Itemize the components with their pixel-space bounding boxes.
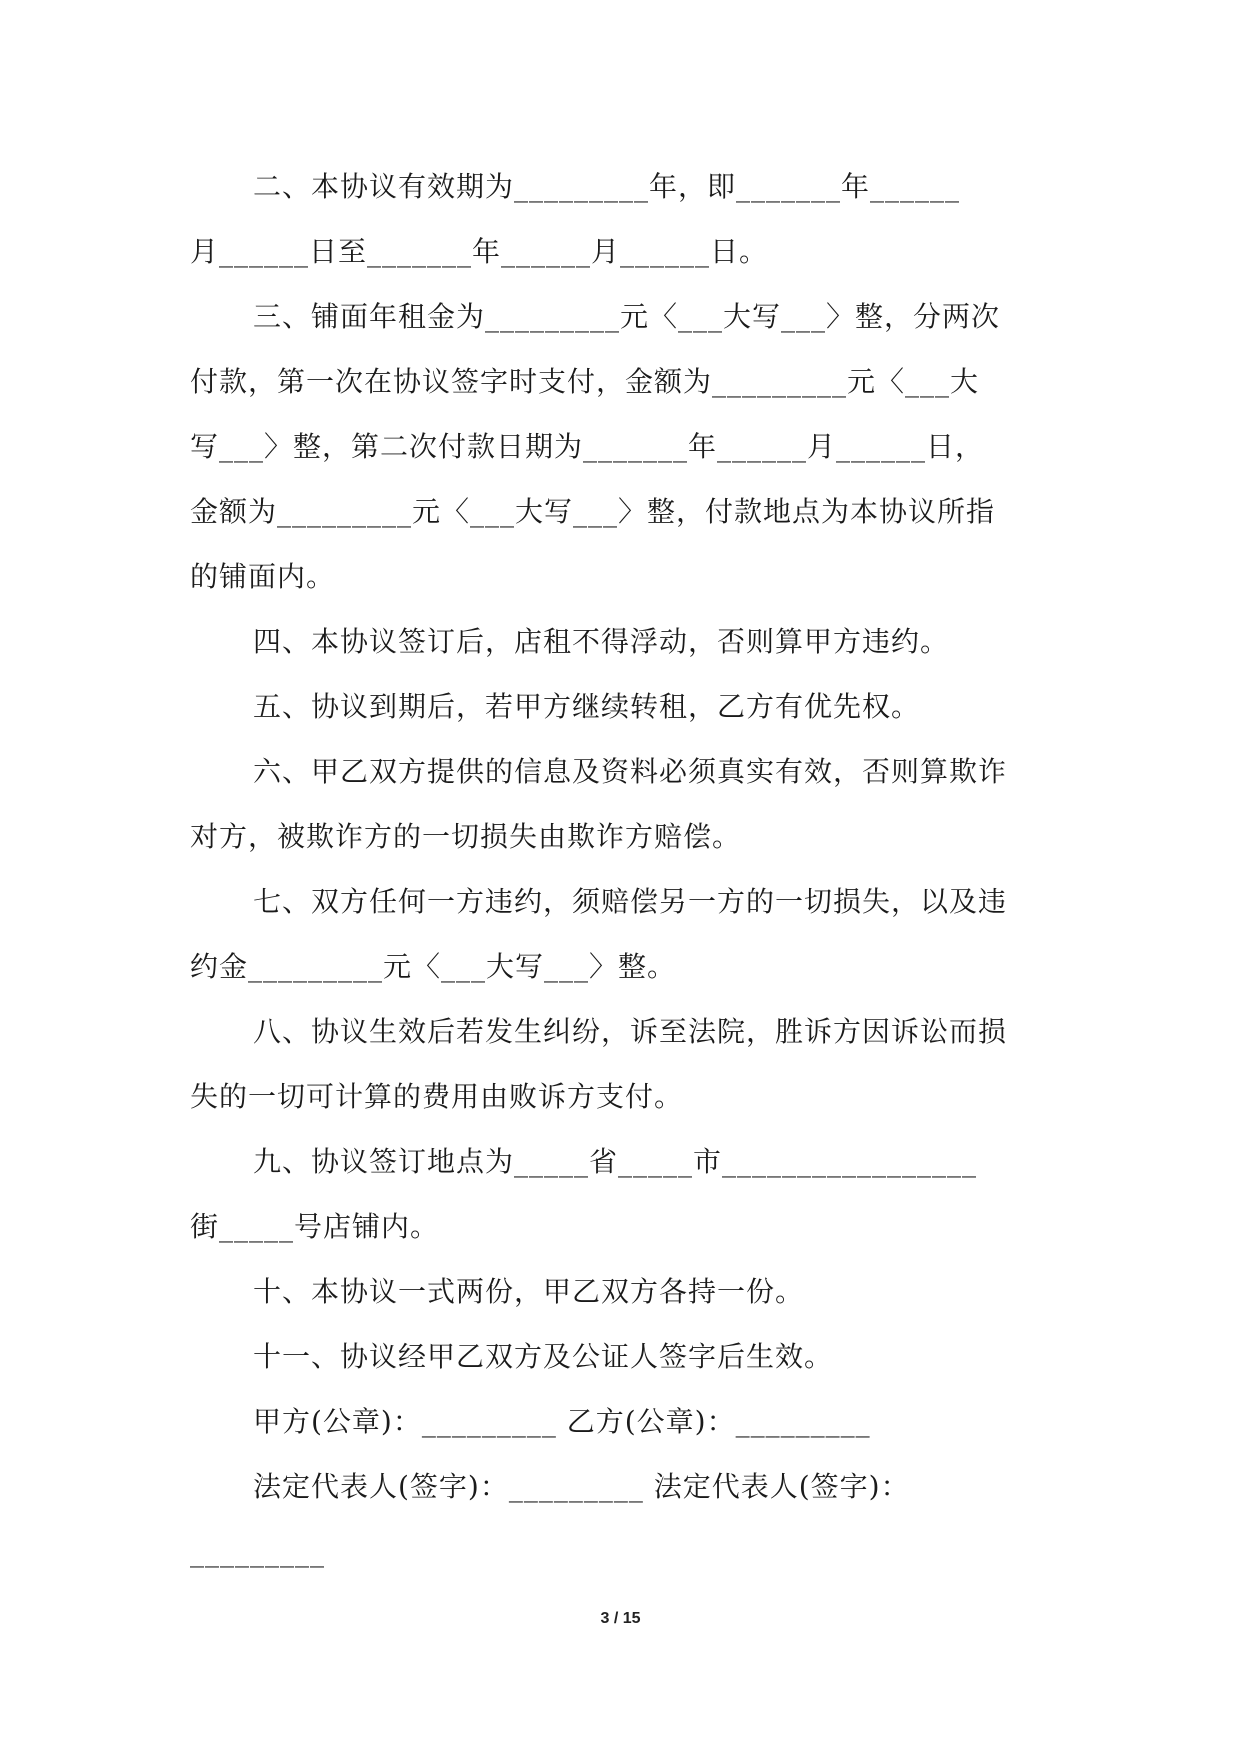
clause-8-line-2: 失的一切可计算的费用由败诉方支付。 — [190, 1080, 684, 1113]
clause-7-line-1: 七、双方任何一方违约，须赔偿另一方的一切损失，以及违 — [253, 885, 1008, 918]
clause-10-line-1: 十、本协议一式两份，甲乙双方各持一份。 — [253, 1275, 805, 1308]
seal-signature-line: 甲方(公章)：_________ 乙方(公章)：_________ — [253, 1405, 871, 1438]
clause-9-line-1: 九、协议签订地点为_____省_____市_________________ — [253, 1145, 978, 1178]
representative-signature-line: 法定代表人(签字)：_________ 法定代表人(签字)： — [253, 1470, 910, 1503]
clause-6-line-2: 对方，被欺诈方的一切损失由欺诈方赔偿。 — [190, 820, 742, 853]
clause-2-line-1: 二、本协议有效期为_________年，即_______年______ — [253, 170, 961, 203]
clause-3-line-5: 的铺面内。 — [190, 560, 336, 593]
clause-3-line-4: 金额为_________元〈___大写___〉整，付款地点为本协议所指 — [190, 495, 996, 528]
clause-6-line-1: 六、甲乙双方提供的信息及资料必须真实有效，否则算欺诈 — [253, 755, 1008, 788]
trailing-signature-blank: _________ — [190, 1535, 325, 1568]
clause-9-line-2: 街_____号店铺内。 — [190, 1210, 440, 1243]
clause-3-line-3: 写___〉整，第二次付款日期为_______年______月______日， — [190, 430, 985, 463]
clause-3-line-1: 三、铺面年租金为_________元〈___大写___〉整，分两次 — [253, 300, 1001, 333]
clause-5-line-1: 五、协议到期后，若甲方继续转租，乙方有优先权。 — [253, 690, 921, 723]
clause-7-line-2: 约金_________元〈___大写___〉整。 — [190, 950, 677, 983]
clause-3-line-2: 付款，第一次在协议签字时支付，金额为_________元〈___大 — [190, 365, 980, 398]
page-number: 3 / 15 — [600, 1610, 641, 1627]
clause-4-line-1: 四、本协议签订后，店租不得浮动，否则算甲方违约。 — [253, 625, 950, 658]
clause-11-line-1: 十一、协议经甲乙双方及公证人签字后生效。 — [253, 1340, 834, 1373]
clause-2-line-2: 月______日至_______年______月______日。 — [190, 235, 769, 268]
clause-8-line-1: 八、协议生效后若发生纠纷，诉至法院，胜诉方因诉讼而损 — [253, 1015, 1008, 1048]
document-body — [190, 154, 1052, 1584]
